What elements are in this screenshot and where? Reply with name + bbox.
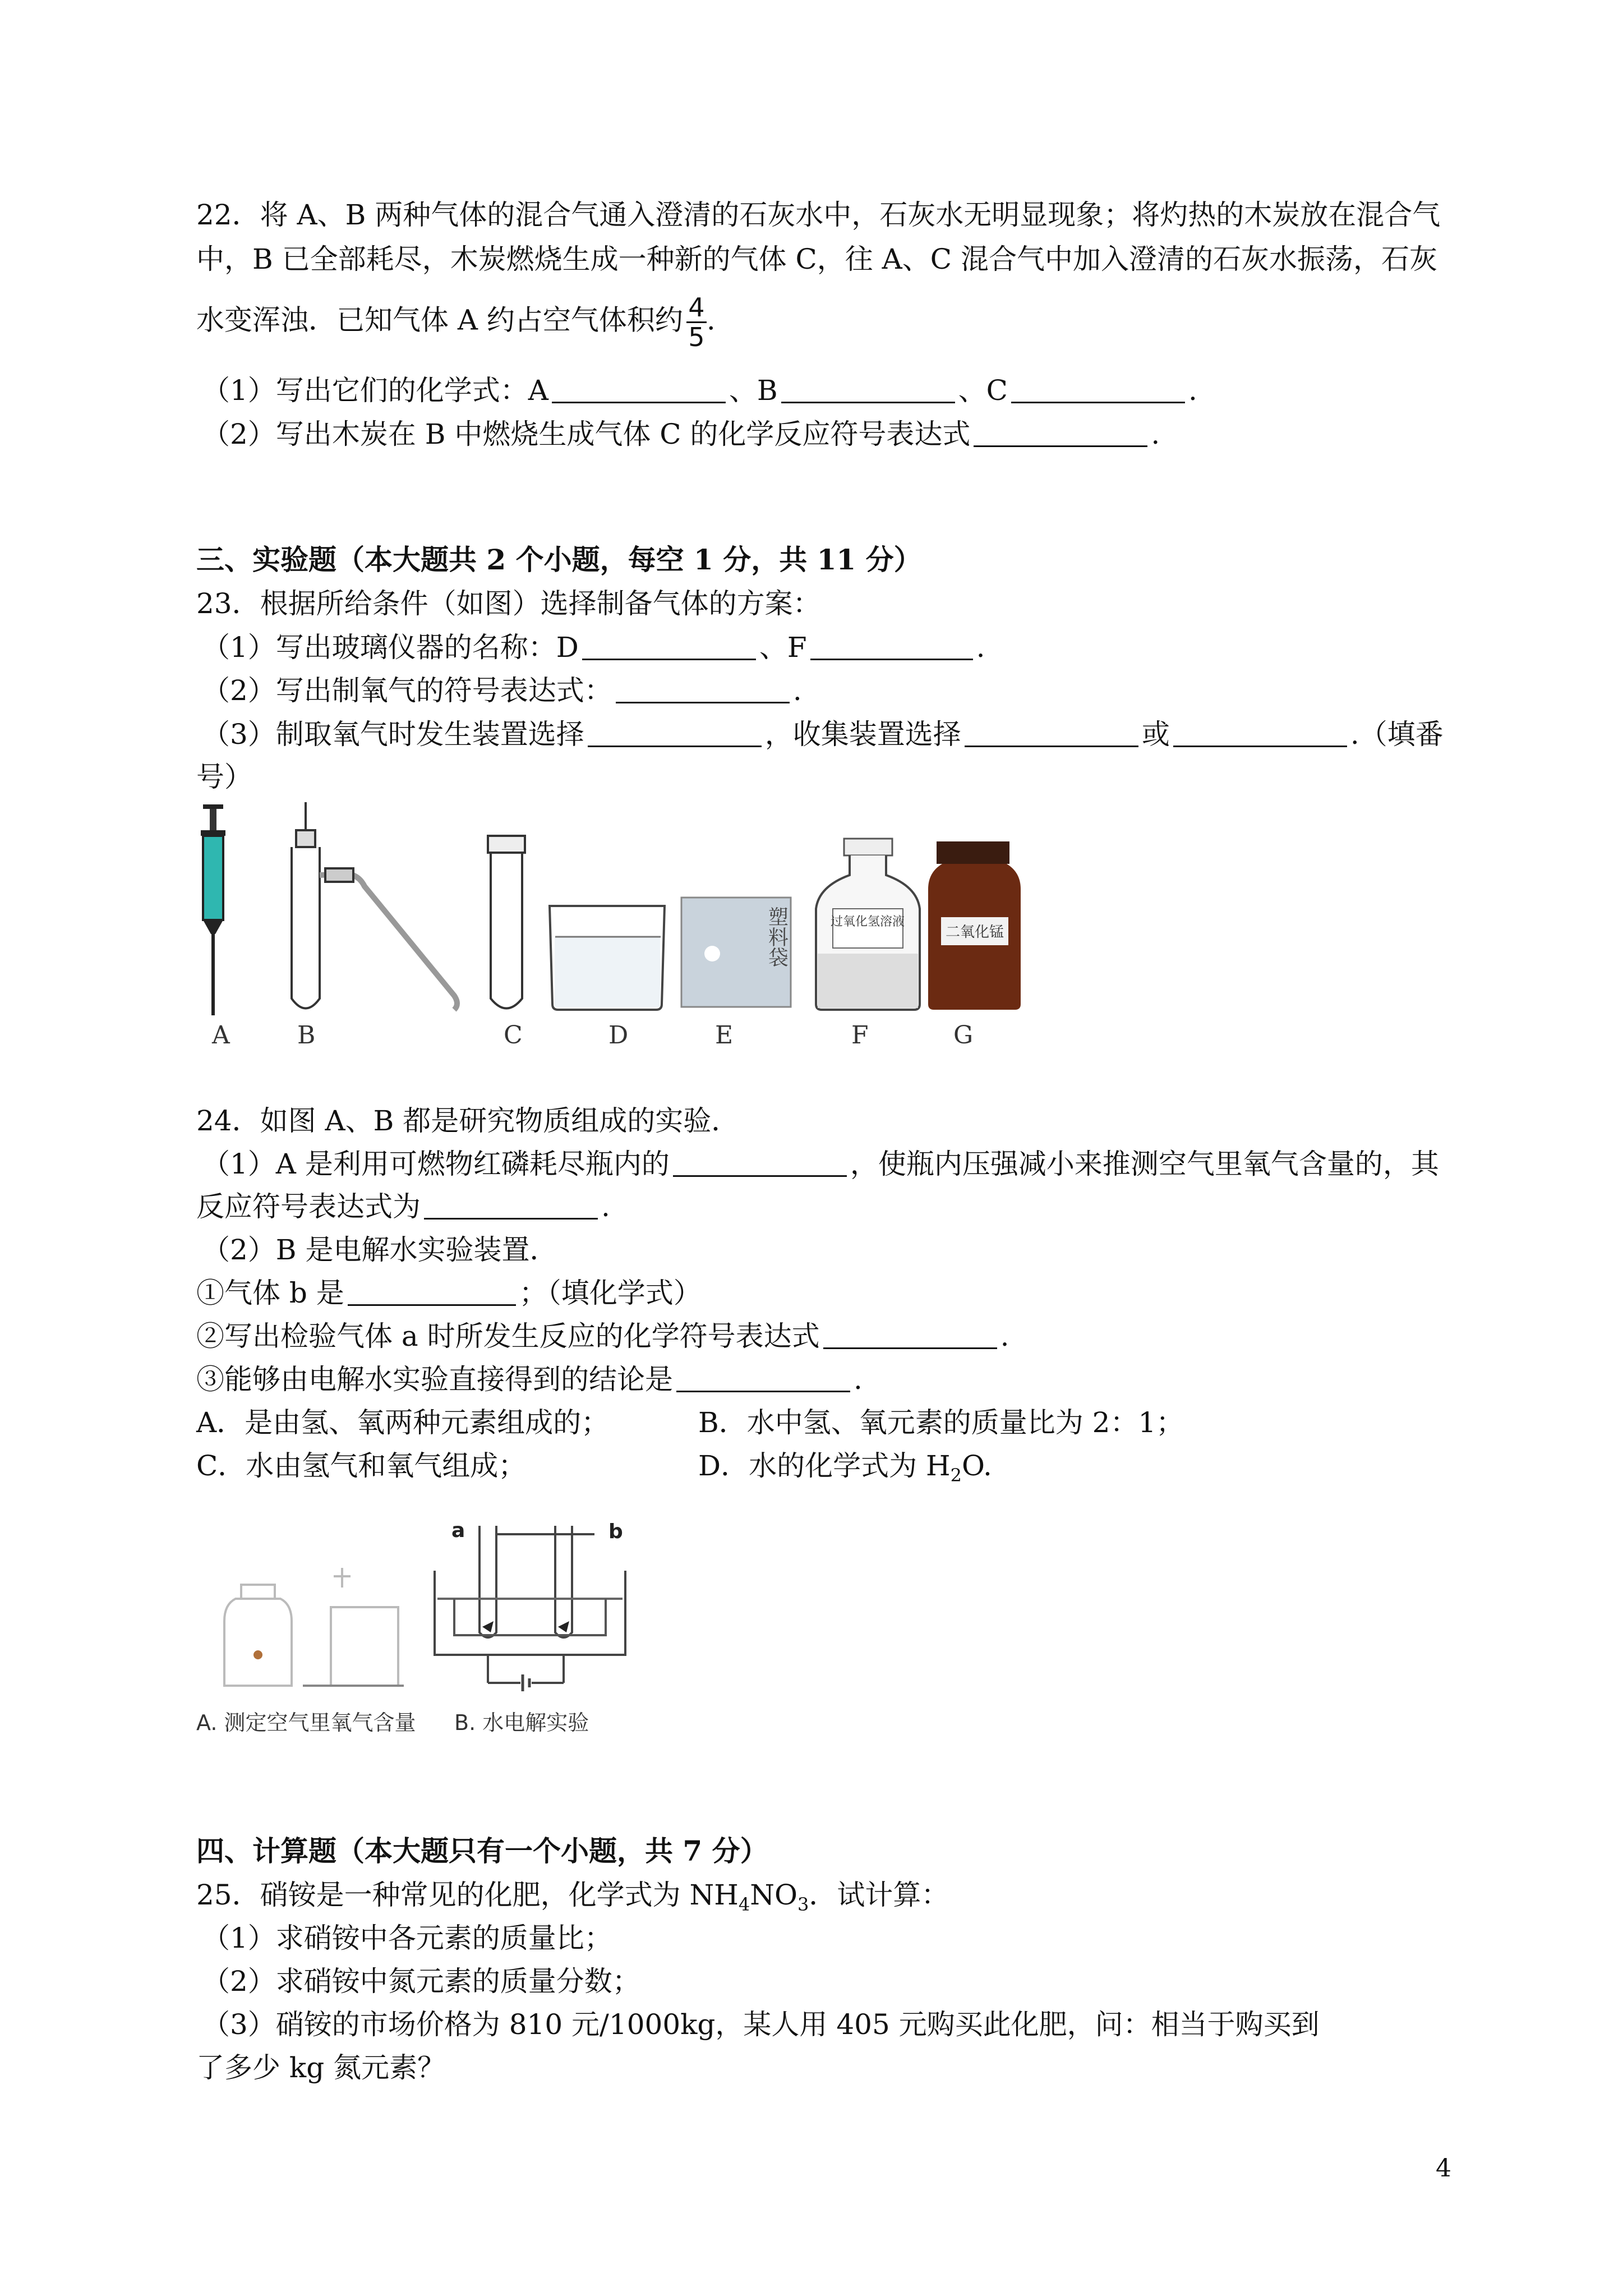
answer-blank-oxygen-equation[interactable] [616, 674, 790, 703]
apparatus-figure [191, 797, 1032, 1055]
q25-line-1: 25．硝铵是一种常见的化肥，化学式为 $NH_4NO_3$．试计算： [196, 1879, 949, 1915]
q24-part-1-cont: 反应符号表达式为 . [196, 1190, 610, 1223]
fraction-four-fifths: $\frac{4}{5}$ [686, 295, 707, 350]
fig-label-E: E [715, 1021, 734, 1050]
answer-blank-equation[interactable] [974, 417, 1147, 447]
q24-sub-2: ②写出检验气体 a 时所发生反应的化学符号表达式 . [196, 1320, 1009, 1352]
answer-blank-A[interactable] [552, 374, 726, 403]
plastic-bag-illustration [681, 898, 791, 1007]
bottle-g-label: 二氧化锰 [945, 924, 1004, 941]
section-3-title: 三、实验题（本大题共 2 个小题，每空 1 分，共 11 分） [196, 543, 922, 576]
answer-blank-D[interactable] [582, 631, 756, 660]
answer-blank-B[interactable] [781, 374, 955, 403]
bottle-f-label: 过氧化氢溶液 [830, 915, 905, 929]
answer-blank-gas-b[interactable] [348, 1276, 516, 1306]
answer-blank-consumed[interactable] [673, 1147, 847, 1177]
q22-part-2: （2）写出木炭在 B 中燃烧生成气体 C 的化学反应符号表达式 . [202, 418, 1160, 450]
side-arm-tube-illustration [292, 802, 457, 1010]
fig-label-C: C [504, 1021, 523, 1050]
q24-sub-1: ①气体 b 是 ；（填化学式） [196, 1277, 702, 1309]
fig-label-A: A [212, 1021, 230, 1050]
q24-part-2: （2）B 是电解水实验装置． [202, 1234, 558, 1266]
q23-part-3: （3）制取氧气时发生装置选择 ，收集装置选择 或 .（填番 [202, 718, 1444, 751]
beaker-illustration [550, 906, 665, 1010]
q25-part-2: （2）求硝铵中氮元素的质量分数； [202, 1965, 640, 1998]
fig-label-D: D [608, 1021, 629, 1050]
oxygen-measure-apparatus [224, 1568, 404, 1686]
electrode-label-b: b [608, 1520, 623, 1543]
answer-blank-collector-2[interactable] [1173, 717, 1347, 747]
fig-label-B: B [297, 1021, 316, 1050]
q25-part-3-cont: 了多少 kg 氮元素？ [196, 2051, 446, 2084]
answer-blank-C[interactable] [1011, 374, 1185, 403]
q22-line-3: 水变浑浊．已知气体 A 约占空气体积约 $\frac{4}{5}$ . [196, 292, 716, 352]
q22-part-1: （1）写出它们的化学式：A 、B 、C . [202, 374, 1197, 407]
q24-option-B: B．水中氢、氧元素的质量比为 2：1； [698, 1406, 1184, 1439]
hydrogen-peroxide-bottle-illustration [816, 839, 920, 1010]
manganese-dioxide-bottle-illustration [928, 841, 1021, 1010]
electrolysis-apparatus [435, 1519, 625, 1691]
q25-part-1: （1）求硝铵中各元素的质量比； [202, 1922, 612, 1954]
page-number: 4 [1436, 2154, 1451, 2183]
q23-part-2: （2）写出制氧气的符号表达式： . [202, 674, 802, 707]
answer-blank-generator[interactable] [588, 717, 762, 747]
answer-blank-gas-a-equation[interactable] [823, 1319, 997, 1349]
q24-option-A: A．是由氢、氧两种元素组成的； [196, 1406, 610, 1439]
experiment-figure [213, 1515, 651, 1700]
q24-part-1: （1）A 是利用可燃物红磷耗尽瓶内的 ，使瓶内压强减小来推测空气里氧气含量的，其 [202, 1148, 1439, 1180]
test-tube-illustration [488, 836, 525, 1009]
syringe-illustration [201, 804, 225, 1015]
figure-B-caption: B. 水电解实验 [454, 1710, 589, 1735]
fig-label-G: G [953, 1021, 974, 1050]
q22-line-1: 22．将 A、B 两种气体的混合气通入澄清的石灰水中，石灰水无明显现象；将灼热的木炭放在混合气 [196, 199, 1441, 231]
q22-line-2: 中，B 已全部耗尽，木炭燃烧生成一种新的气体 C，往 A、C 混合气中加入澄清的石灰水振荡，石灰 [196, 243, 1437, 275]
q23-part-1: （1）写出玻璃仪器的名称：D 、F . [202, 631, 985, 664]
answer-blank-phosphorus-equation[interactable] [424, 1190, 598, 1220]
section-4-title: 四、计算题（本大题只有一个小题，共 7 分） [196, 1834, 768, 1867]
q24-sub-3: ③能够由电解水实验直接得到的结论是 . [196, 1363, 863, 1396]
q23-part-3-cont: 号） [196, 761, 252, 793]
q24-option-C: C．水由氢气和氧气组成； [196, 1450, 527, 1482]
answer-blank-collector-1[interactable] [965, 717, 1138, 747]
answer-blank-F[interactable] [810, 631, 973, 660]
q24-option-D: D．水的化学式为 $H_2O$. [698, 1450, 992, 1486]
fig-label-F: F [851, 1021, 869, 1050]
q23-line-1: 23．根据所给条件（如图）选择制备气体的方案： [196, 587, 821, 620]
q24-line-1: 24．如图 A、B 都是研究物质组成的实验． [196, 1105, 740, 1137]
figure-A-caption: A. 测定空气里氧气含量 [196, 1710, 416, 1735]
q25-part-3: （3）硝铵的市场价格为 810 元/1000kg，某人用 405 元购买此化肥，问：相当于购买到 [202, 2008, 1320, 2041]
bag-label: 塑料袋 [765, 907, 789, 967]
answer-blank-conclusion[interactable] [676, 1363, 850, 1392]
electrode-label-a: a [451, 1519, 465, 1542]
